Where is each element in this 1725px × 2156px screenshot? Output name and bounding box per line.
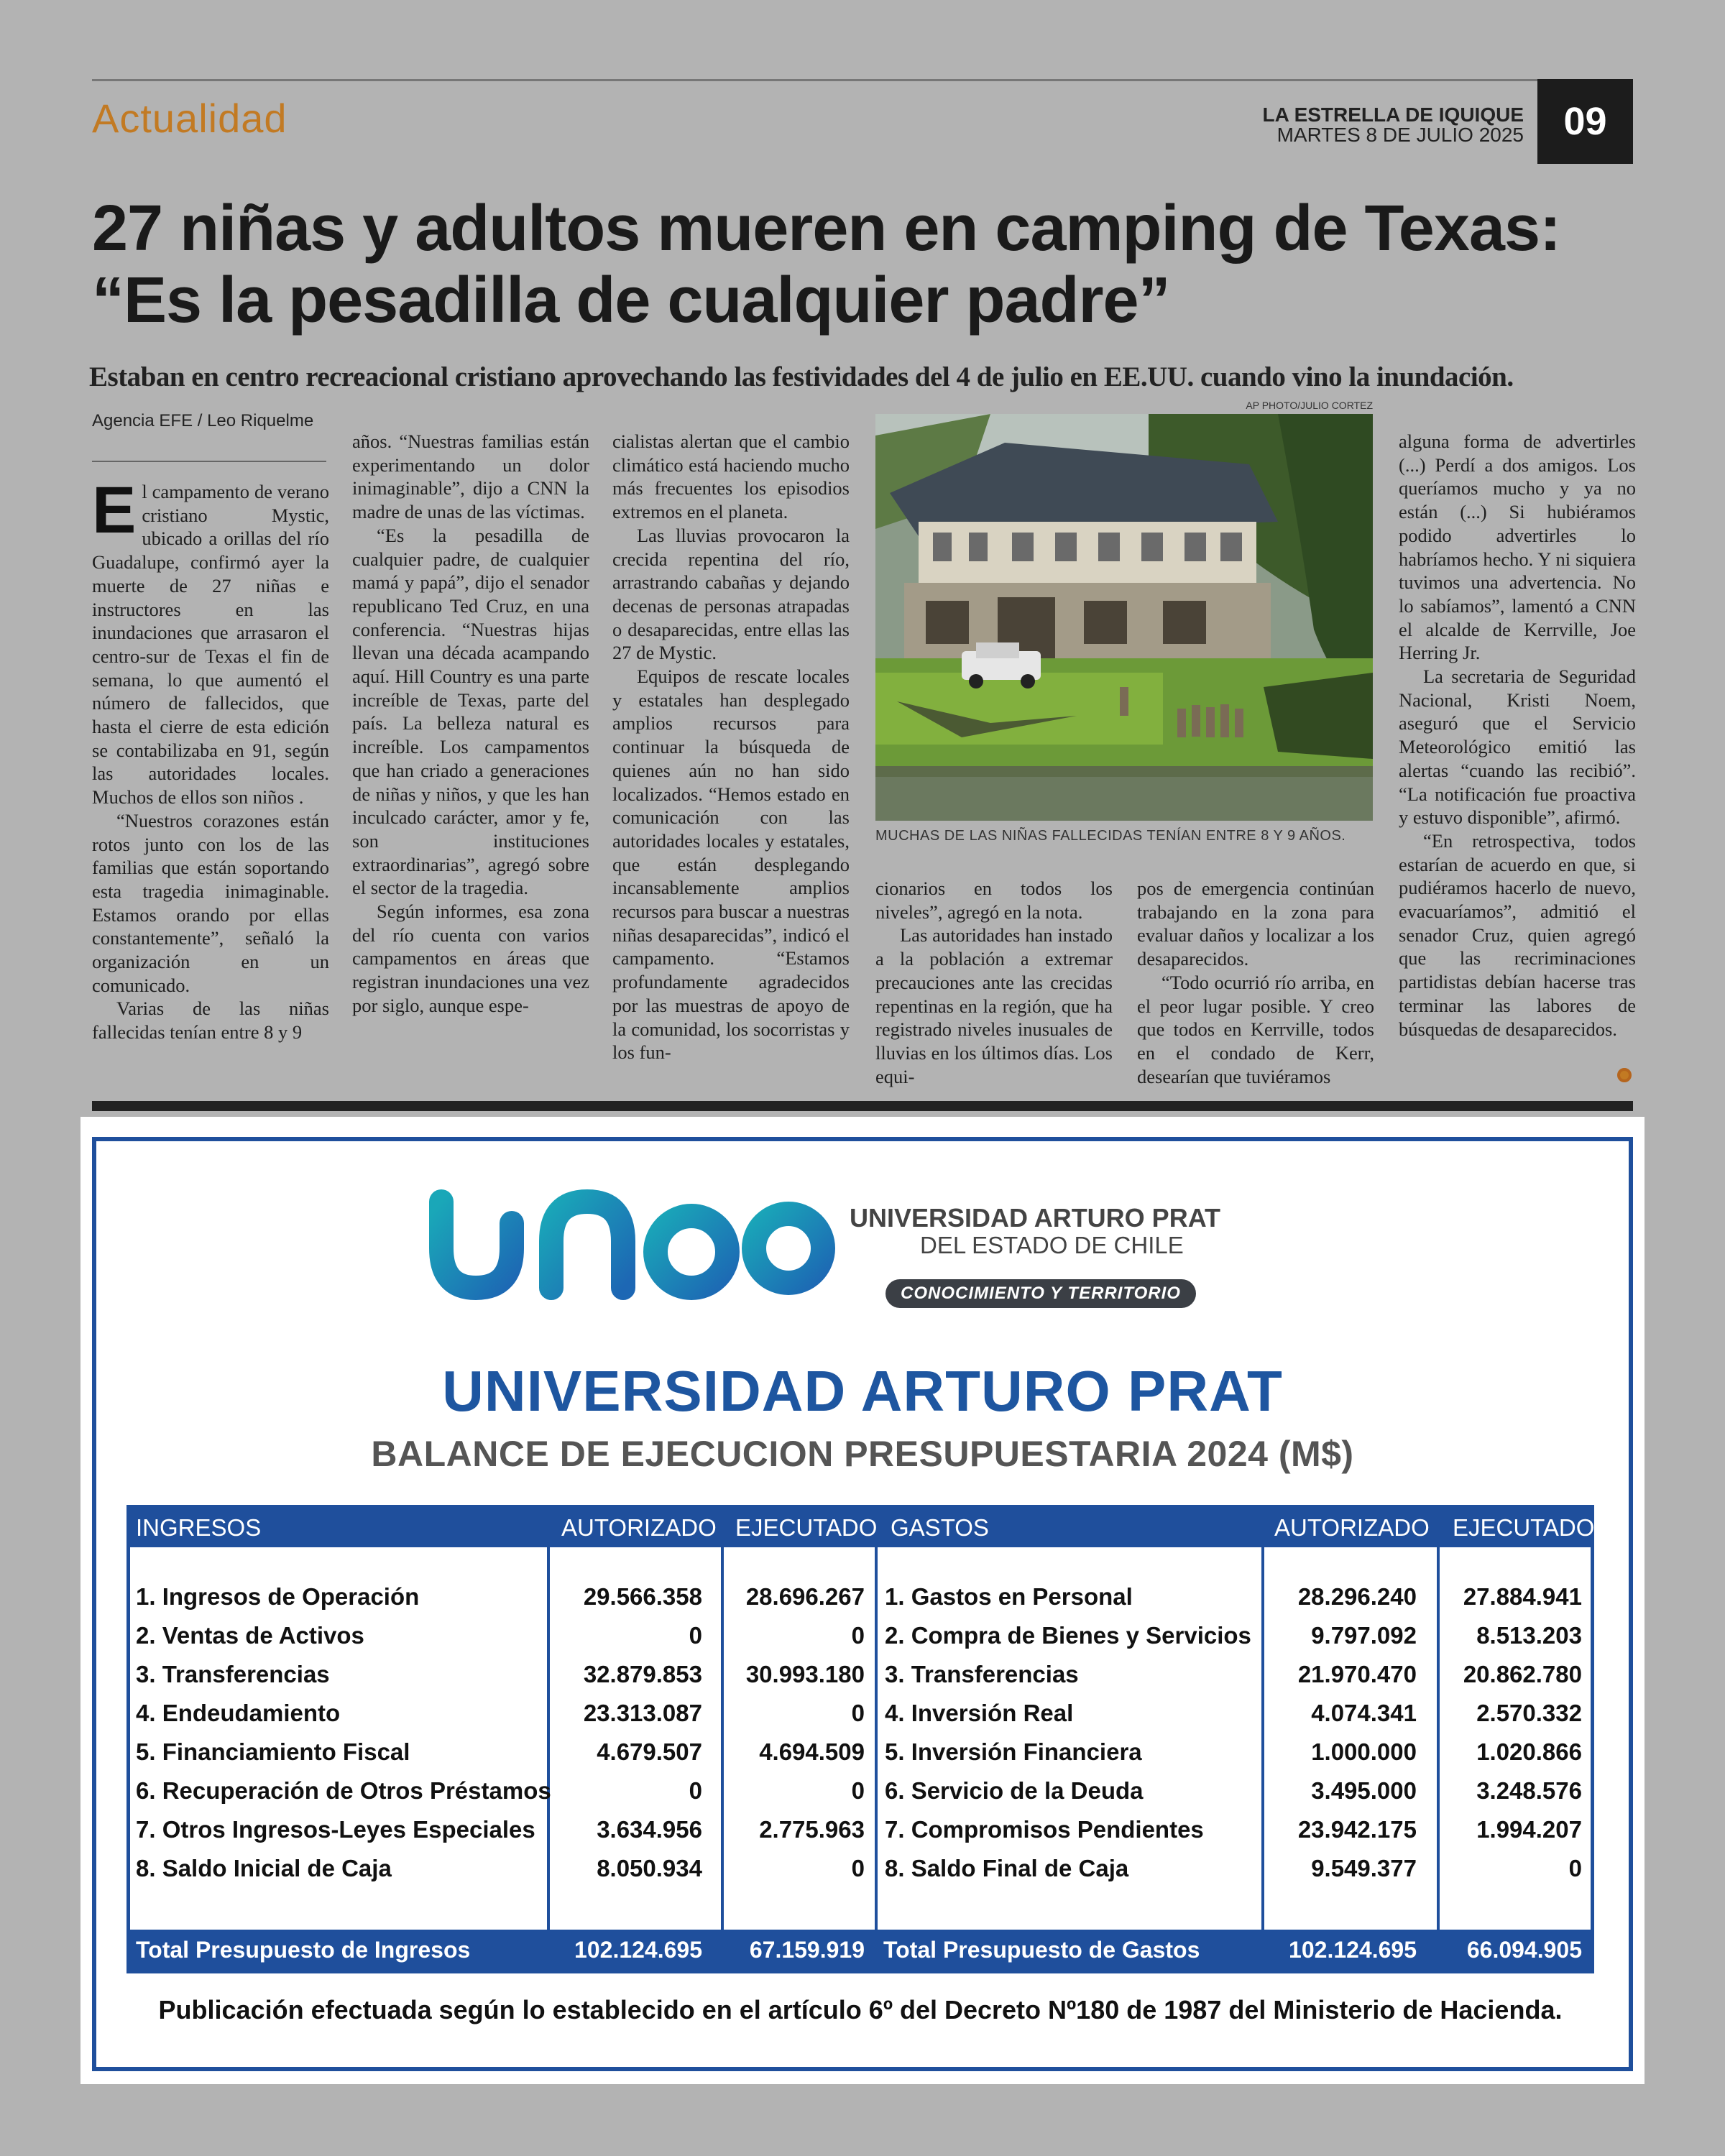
- news-photo: [875, 414, 1373, 821]
- gasto-label: 5. Inversión Financiera: [885, 1738, 1142, 1765]
- end-mark-icon: [1617, 1068, 1632, 1082]
- gasto-ejecutado: 2.570.332: [1476, 1700, 1582, 1726]
- ingreso-autorizado: 3.634.956: [597, 1816, 702, 1843]
- table-header: [130, 1508, 1595, 1547]
- ingreso-ejecutado: 0: [851, 1700, 865, 1726]
- table-row: [130, 1622, 1591, 1661]
- ingreso-ejecutado: 0: [851, 1622, 865, 1649]
- bottom-rule: [92, 1101, 1633, 1111]
- camp-flood-photo: [875, 414, 1373, 821]
- ingreso-label: 6. Recuperación de Otros Préstamos: [136, 1777, 551, 1804]
- paragraph: “Es la pesadilla de cualquier padre, de cualquier mamá y papá”, dijo el senador republicano Ted Cruz, en una conferencia. “Nuestras hijas llevan una década acampando aquí. Hill Country es una parte increíble de Texas, parte del país. La belleza natural es increíble. Los campamentos que han criado a generaciones de niñas y niños, y que les han inculcado carácter, amor y fe, son instituciones extraordinarias”, agregó sobre el sector de la tragedia.: [352, 524, 589, 899]
- ingreso-autorizado: 4.679.507: [597, 1738, 702, 1765]
- ingreso-label: 2. Ventas de Activos: [136, 1622, 364, 1649]
- ingreso-label: 7. Otros Ingresos-Leyes Especiales: [136, 1816, 535, 1843]
- byline: Agencia EFE / Leo Riquelme: [92, 411, 314, 430]
- ingreso-label: 1. Ingresos de Operación: [136, 1583, 420, 1610]
- ingreso-ejecutado: 0: [851, 1777, 865, 1804]
- article-column-4: [875, 877, 1113, 1088]
- paragraph: Varias de las niñas fallecidas tenían entre 8 y 9: [92, 998, 329, 1044]
- total-ingresos-autorizado: 102.124.695: [574, 1937, 702, 1963]
- total-ingresos-ejecutado: 67.159.919: [749, 1937, 865, 1963]
- gasto-ejecutado: 1.994.207: [1476, 1816, 1582, 1843]
- drop-cap: E: [92, 474, 137, 547]
- total-gastos-label: Total Presupuesto de Gastos: [883, 1937, 1200, 1963]
- paragraph: pos de emergencia continúan trabajando en la zona para evaluar daños y localizar a los desaparecidos.: [1137, 877, 1374, 970]
- article-column-1: [92, 474, 329, 1044]
- top-rule: [92, 79, 1633, 81]
- table-row: [130, 1700, 1591, 1738]
- gasto-autorizado: 4.074.341: [1311, 1700, 1417, 1726]
- header-ejecutado-ing: EJECUTADO: [735, 1514, 878, 1541]
- table-row: [130, 1583, 1591, 1622]
- paragraph: Las lluvias provocaron la crecida repentina del río, arrastrando cabañas y dejando decenas de personas atrapadas o desaparecidas, entre ellas las 27 de Mystic.: [612, 524, 850, 664]
- ingreso-ejecutado: 4.694.509: [759, 1738, 865, 1765]
- total-ingresos-label: Total Presupuesto de Ingresos: [136, 1937, 471, 1963]
- header-ejecutado-gas: EJECUTADO: [1453, 1514, 1595, 1541]
- gasto-autorizado: 21.970.470: [1297, 1661, 1417, 1687]
- university-state: DEL ESTADO DE CHILE: [920, 1232, 1184, 1258]
- byline-rule: [92, 461, 326, 462]
- gasto-ejecutado: 8.513.203: [1476, 1622, 1582, 1649]
- gasto-autorizado: 9.797.092: [1311, 1622, 1417, 1649]
- publication-name: LA ESTRELLA DE IQUIQUE: [1262, 103, 1524, 126]
- gasto-label: 4. Inversión Real: [885, 1700, 1074, 1726]
- article-column-5: [1137, 877, 1374, 1088]
- ingreso-label: 3. Transferencias: [136, 1661, 330, 1687]
- page-number: 09: [1537, 79, 1633, 164]
- headline: [92, 193, 1644, 336]
- ad-title: UNIVERSIDAD ARTURO PRAT: [442, 1359, 1283, 1423]
- paragraph: Las autoridades han instado a la población a extremar precauciones ante las crecidas repentinas en la región, que ha registrado niveles inusuales de lluvias en los últimos días. Los equi-: [875, 924, 1113, 1087]
- headline-line-2: “Es la pesadilla de cualquier padre”: [92, 264, 1170, 336]
- ingreso-autorizado: 29.566.358: [583, 1583, 702, 1610]
- article-column-3: [612, 430, 850, 1064]
- paragraph: años. “Nuestras familias están experimentando un dolor inimaginable”, dijo a CNN la madre de unas de las víctimas.: [352, 430, 589, 523]
- section-title: Actualidad: [92, 96, 288, 141]
- ingreso-ejecutado: 30.993.180: [745, 1661, 865, 1687]
- gasto-label: 2. Compra de Bienes y Servicios: [885, 1622, 1251, 1649]
- ingreso-ejecutado: 28.696.267: [745, 1583, 865, 1610]
- university-name: UNIVERSIDAD ARTURO PRAT: [850, 1203, 1221, 1233]
- gasto-ejecutado: 27.884.941: [1463, 1583, 1582, 1610]
- paragraph: alguna forma de advertirles (...) Perdí a dos amigos. Los queríamos mucho y ya no están (...) Si hubiéramos podido advertirles lo habríamos hecho. Y ni siquiera tuvimos una advertencia. No lo sabíamos”, lamentó a CNN el alcalde de Kerrville, Joe Herring Jr.: [1399, 430, 1636, 664]
- photo-credit: AP PHOTO/JULIO CORTEZ: [1246, 400, 1373, 411]
- paragraph: Equipos de rescate locales y estatales han desplegado amplios recursos para continuar la búsqueda de quienes aún no han sido localizados. “Hemos estado en comunicación con las autoridades locales y estatales, que están desplegando incansablemente amplios recursos para buscar a nuestras niñas desaparecidas”, indicó el campamento. “Estamos profundamente agradecidos por las muestras de apoyo de la comunidad, los socorristas y los fun-: [612, 665, 850, 1064]
- gasto-autorizado: 1.000.000: [1311, 1738, 1417, 1765]
- paragraph: Según informes, esa zona del río cuenta con varios campamentos en áreas que registran inundaciones una vez por siglo, aunque espe-: [352, 900, 589, 1016]
- photo-caption: MUCHAS DE LAS NIÑAS FALLECIDAS TENÍAN ENTRE 8 Y 9 AÑOS.: [875, 828, 1346, 844]
- publication-info: [1263, 105, 1524, 145]
- table-row: [130, 1661, 1591, 1700]
- table-row: [130, 1738, 1591, 1777]
- paragraph: La secretaria de Seguridad Nacional, Kristi Noem, aseguró que el Servicio Meteorológico emitió las alertas “cuando las recibió”. “La notificación fue proactiva y estuvo disponible”, afirmó.: [1399, 665, 1636, 829]
- total-gastos-ejecutado: 66.094.905: [1466, 1937, 1582, 1963]
- ingreso-label: 4. Endeudamiento: [136, 1700, 341, 1726]
- paragraph: cionarios en todos los niveles”, agregó en la nota.: [875, 877, 1113, 923]
- article-column-2: [352, 430, 589, 1018]
- paragraph: “Todo ocurrió río arriba, en el peor lugar posible. Y creo que todos en Kerrville, todos en el condado de Kerr, desearían que tuviéramos: [1137, 971, 1374, 1087]
- paragraph: [92, 474, 329, 809]
- tagline-badge: CONOCIMIENTO Y TERRITORIO: [886, 1279, 1196, 1308]
- table-row: [130, 1777, 1591, 1816]
- gasto-label: 1. Gastos en Personal: [885, 1583, 1133, 1610]
- gasto-label: 8. Saldo Final de Caja: [885, 1855, 1129, 1881]
- paragraph-text: l campamento de verano cristiano Mystic, ubicado a orillas del río Guadalupe, confirmó ayer la muerte de 27 niñas e instructores en las inundaciones que arrasaron el centro-sur de Texas el fin de semana, lo que aumentó el número de fallecidos, que hasta el cierre de esta edición se contabilizaba en 91, según las autoridades locales. Muchos de ellos son niños .: [92, 481, 329, 808]
- ingreso-autorizado: 23.313.087: [583, 1700, 702, 1726]
- paragraph: “Nuestros corazones están rotos junto con los de las familias que están soportando esta tragedia inimaginable. Estamos orando por ellas constantemente”, señaló la organización en un comunicado.: [92, 809, 329, 996]
- header-ingresos: INGRESOS: [136, 1514, 262, 1541]
- gasto-label: 7. Compromisos Pendientes: [885, 1816, 1204, 1843]
- budget-table: [126, 1505, 1594, 1973]
- gasto-ejecutado: 3.248.576: [1476, 1777, 1582, 1804]
- ingreso-autorizado: 0: [689, 1622, 702, 1649]
- total-gastos-autorizado: 102.124.695: [1289, 1937, 1417, 1963]
- gasto-ejecutado: 1.020.866: [1476, 1738, 1582, 1765]
- table-row: [130, 1816, 1591, 1855]
- ingreso-ejecutado: 2.775.963: [759, 1816, 865, 1843]
- ingreso-autorizado: 0: [689, 1777, 702, 1804]
- article-column-6: [1399, 430, 1636, 1041]
- paragraph: cialistas alertan que el cambio climático está haciendo mucho más frecuentes los episodios extremos en el planeta.: [612, 430, 850, 523]
- ingreso-autorizado: 32.879.853: [583, 1661, 702, 1687]
- gasto-autorizado: 28.296.240: [1297, 1583, 1417, 1610]
- ingreso-autorizado: 8.050.934: [597, 1855, 702, 1881]
- gasto-autorizado: 9.549.377: [1311, 1855, 1417, 1881]
- gasto-label: 6. Servicio de la Deuda: [885, 1777, 1144, 1804]
- header-autorizado-gas: AUTORIZADO: [1274, 1514, 1430, 1541]
- unap-logo-icon: [426, 1180, 835, 1317]
- gasto-autorizado: 23.942.175: [1297, 1816, 1417, 1843]
- logo-text: unap: [426, 1180, 427, 1181]
- gasto-autorizado: 3.495.000: [1311, 1777, 1417, 1804]
- table-footer: [130, 1930, 1591, 1970]
- gasto-ejecutado: 0: [1568, 1855, 1582, 1881]
- ad-subtitle: BALANCE DE EJECUCION PRESUPUESTARIA 2024 (M$): [371, 1434, 1354, 1474]
- paragraph: “En retrospectiva, todos estarían de acuerdo en que, si pudiéramos hacerlo de nuevo, evacuaríamos”, admitió el senador Cruz, quien agregó que las recriminaciones partidistas debían hacerse tras terminar las labores de búsquedas de desaparecidos.: [1399, 829, 1636, 1040]
- ingreso-label: 5. Financiamiento Fiscal: [136, 1738, 410, 1765]
- gasto-label: 3. Transferencias: [885, 1661, 1079, 1687]
- header-gastos: GASTOS: [891, 1514, 989, 1541]
- subheadline: Estaban en centro recreacional cristiano aprovechando las festividades del 4 de julio en EE.UU. cuando vino la inundación.: [89, 361, 1514, 392]
- publication-date: MARTES 8 DE JULIO 2025: [1276, 124, 1524, 146]
- headline-line-1: 27 niñas y adultos mueren en camping de Texas:: [92, 193, 1560, 264]
- ingreso-ejecutado: 0: [851, 1855, 865, 1881]
- unap-logo: [426, 1180, 835, 1320]
- table-row: [130, 1855, 1591, 1894]
- ingreso-label: 8. Saldo Inicial de Caja: [136, 1855, 392, 1881]
- gasto-ejecutado: 20.862.780: [1463, 1661, 1582, 1687]
- budget-ad: [80, 1117, 1644, 2084]
- legal-footnote: Publicación efectuada según lo establecido en el artículo 6º del Decreto Nº180 de 1987 del Ministerio de Hacienda.: [158, 1995, 1563, 2024]
- header-autorizado-ing: AUTORIZADO: [561, 1514, 717, 1541]
